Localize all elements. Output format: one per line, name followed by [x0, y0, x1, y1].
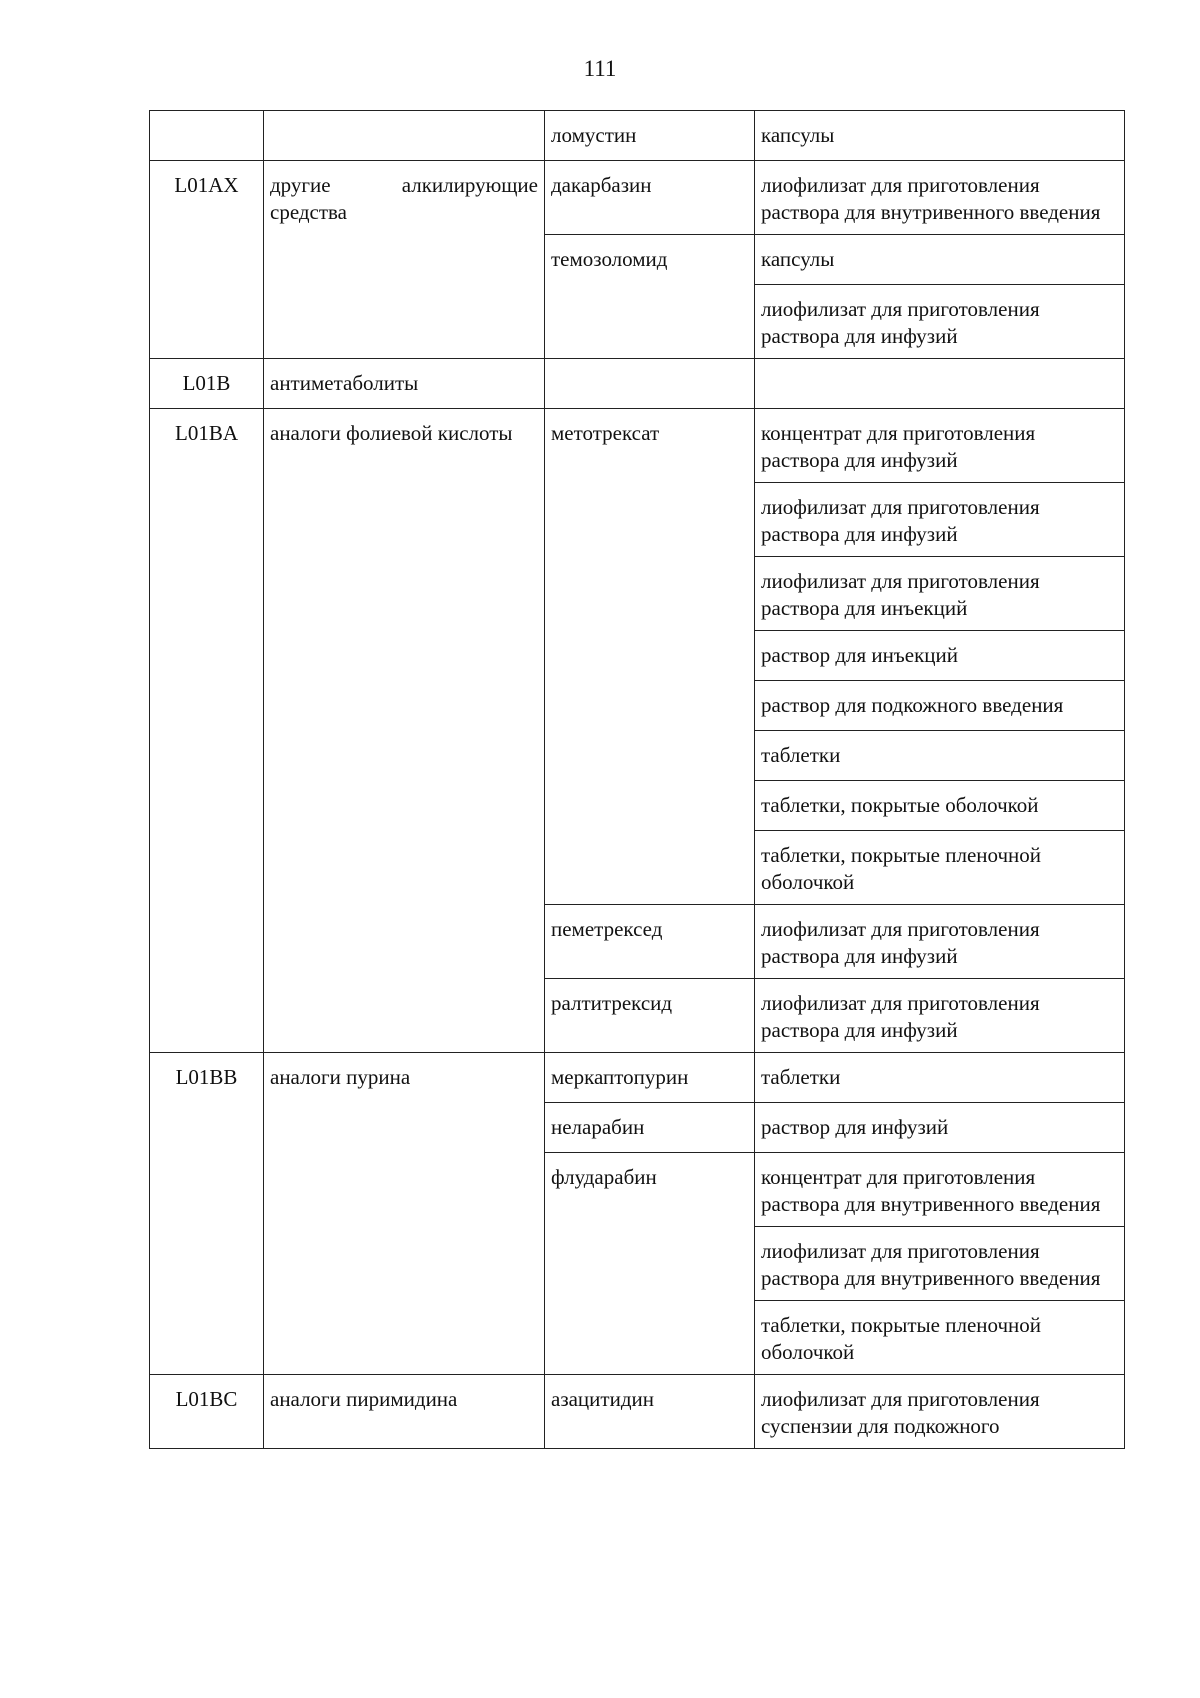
atc-group-cell: аналоги пиримидина [264, 1375, 545, 1449]
atc-group-cell: другие алкилирующие средства [264, 161, 545, 359]
dosage-form-cell: таблетки [755, 1053, 1125, 1103]
table-row [150, 409, 1125, 483]
inn-cell [545, 359, 755, 409]
dosage-form-cell: таблетки, покрытые оболочкой [755, 781, 1125, 831]
dosage-form-cell: таблетки, покрытые пленочной оболочкой [755, 1301, 1125, 1375]
dosage-form-cell: раствор для инъекций [755, 631, 1125, 681]
inn-cell: дакарбазин [545, 161, 755, 235]
dosage-form-cell: лиофилизат для приготовления раствора для инфузий [755, 905, 1125, 979]
table-row [150, 1375, 1125, 1449]
dosage-form-cell: лиофилизат для приготовления суспензии для подкожного [755, 1375, 1125, 1449]
dosage-form-cell: концентрат для приготовления раствора для инфузий [755, 409, 1125, 483]
medicines-table [149, 110, 1125, 1449]
inn-cell: метотрексат [545, 409, 755, 905]
dosage-form-cell: лиофилизат для приготовления раствора для инъекций [755, 557, 1125, 631]
dosage-form-cell: лиофилизат для приготовления раствора для инфузий [755, 979, 1125, 1053]
dosage-form-cell: лиофилизат для приготовления раствора для внутривенного введения [755, 1227, 1125, 1301]
atc-group-cell [264, 111, 545, 161]
atc-group-cell: аналоги пурина [264, 1053, 545, 1375]
atc-code-cell: L01BA [150, 409, 264, 1053]
atc-code-cell: L01BC [150, 1375, 264, 1449]
inn-cell: ломустин [545, 111, 755, 161]
inn-cell: ралтитрексид [545, 979, 755, 1053]
atc-code-cell: L01AX [150, 161, 264, 359]
dosage-form-cell: капсулы [755, 235, 1125, 285]
inn-cell: темозоломид [545, 235, 755, 359]
inn-cell: азацитидин [545, 1375, 755, 1449]
atc-code-cell: L01B [150, 359, 264, 409]
atc-code-cell: L01BB [150, 1053, 264, 1375]
dosage-form-cell: лиофилизат для приготовления раствора для инфузий [755, 483, 1125, 557]
atc-code-cell [150, 111, 264, 161]
dosage-form-cell: капсулы [755, 111, 1125, 161]
dosage-form-cell [755, 359, 1125, 409]
dosage-form-cell: таблетки [755, 731, 1125, 781]
dosage-form-cell: таблетки, покрытые пленочной оболочкой [755, 831, 1125, 905]
dosage-form-cell: лиофилизат для приготовления раствора для инфузий [755, 285, 1125, 359]
table-row [150, 359, 1125, 409]
inn-cell: неларабин [545, 1103, 755, 1153]
dosage-form-cell: раствор для инфузий [755, 1103, 1125, 1153]
table-row [150, 1053, 1125, 1103]
table-row [150, 111, 1125, 161]
atc-group-cell: аналоги фолиевой кислоты [264, 409, 545, 1053]
dosage-form-cell: концентрат для приготовления раствора для внутривенного введения [755, 1153, 1125, 1227]
page-number: 111 [583, 56, 617, 81]
inn-cell: пеметрексед [545, 905, 755, 979]
dosage-form-cell: лиофилизат для приготовления раствора для внутривенного введения [755, 161, 1125, 235]
inn-cell: меркаптопурин [545, 1053, 755, 1103]
dosage-form-cell: раствор для подкожного введения [755, 681, 1125, 731]
table-row [150, 161, 1125, 235]
inn-cell: флударабин [545, 1153, 755, 1375]
atc-group-cell: антиметаболиты [264, 359, 545, 409]
